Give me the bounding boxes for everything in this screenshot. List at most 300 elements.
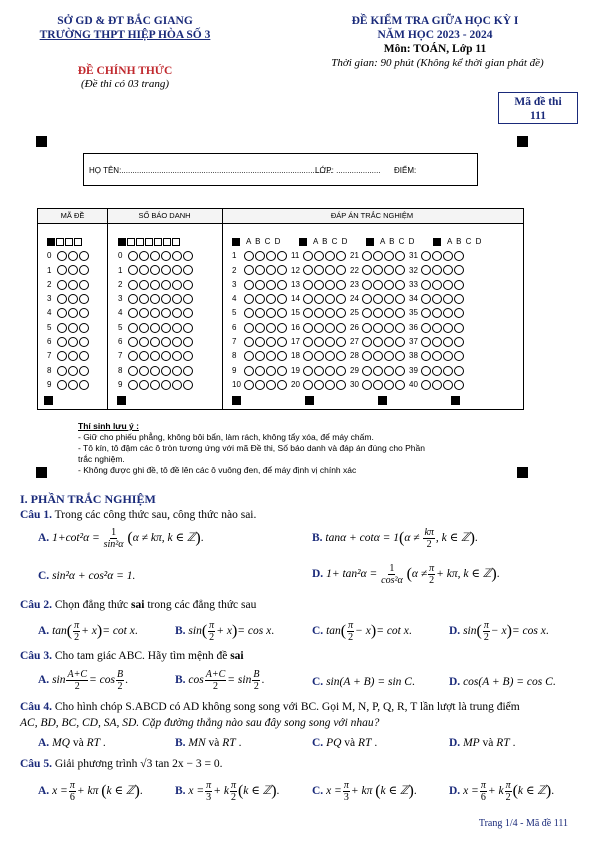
sbd-bubble[interactable] xyxy=(172,308,182,318)
answer-bubble[interactable] xyxy=(432,308,442,318)
question-number: 1 xyxy=(232,251,237,261)
sbd-bubble[interactable] xyxy=(161,280,171,290)
sbd-row: 8 xyxy=(118,364,194,378)
answer-bubble[interactable] xyxy=(362,308,372,318)
sbd-bubble[interactable] xyxy=(161,351,171,361)
ma-de-bubble[interactable] xyxy=(79,251,89,261)
answer-bubble[interactable] xyxy=(314,380,324,390)
answer-bubble[interactable] xyxy=(443,265,453,275)
answer-bubble[interactable] xyxy=(395,308,405,318)
answer-bubble[interactable] xyxy=(443,323,453,333)
answer-bubble[interactable] xyxy=(277,323,287,333)
answer-bubble[interactable] xyxy=(373,265,383,275)
answer-bubble[interactable] xyxy=(277,366,287,376)
answer-bubble[interactable] xyxy=(432,351,442,361)
sbd-bubble[interactable] xyxy=(139,337,149,347)
sbd-bubble[interactable] xyxy=(150,308,160,318)
q3-option-d[interactable]: D. cos(A + B) = cos C. xyxy=(449,676,556,688)
answer-bubble[interactable] xyxy=(454,308,464,318)
sbd-bubble[interactable] xyxy=(128,323,138,333)
sbd-bubble[interactable] xyxy=(128,294,138,304)
answer-bubble[interactable] xyxy=(373,308,383,318)
answer-bubble[interactable] xyxy=(325,294,335,304)
answer-bubble[interactable] xyxy=(443,280,453,290)
answer-bubble[interactable] xyxy=(314,265,324,275)
sbd-bubble[interactable] xyxy=(161,265,171,275)
answer-bubble[interactable] xyxy=(362,366,372,376)
answer-bubble[interactable] xyxy=(314,294,324,304)
sbd-bubble[interactable] xyxy=(161,380,171,390)
question-number: 27 xyxy=(350,337,359,347)
answer-bubble[interactable] xyxy=(266,251,276,261)
answer-bubble[interactable] xyxy=(255,251,265,261)
student-name-field[interactable]: HỌ TÊN:............................................................................................... xyxy=(89,166,333,175)
sbd-bubble[interactable] xyxy=(183,380,193,390)
answer-bubble[interactable] xyxy=(266,294,276,304)
answer-bubble[interactable] xyxy=(303,351,313,361)
answer-bubble[interactable] xyxy=(303,280,313,290)
answer-bubble[interactable] xyxy=(336,280,346,290)
answer-bubble[interactable] xyxy=(255,308,265,318)
answer-bubble[interactable] xyxy=(432,323,442,333)
question-number: 38 xyxy=(409,351,418,361)
answer-bubble[interactable] xyxy=(303,337,313,347)
answer-bubble[interactable] xyxy=(454,366,464,376)
sbd-row: 6 xyxy=(118,335,194,349)
answer-bubble[interactable] xyxy=(384,337,394,347)
answer-bubble[interactable] xyxy=(336,294,346,304)
answer-bubble[interactable] xyxy=(277,308,287,318)
answer-bubble[interactable] xyxy=(443,308,453,318)
answer-bubble[interactable] xyxy=(362,380,372,390)
answer-bubble[interactable] xyxy=(421,337,431,347)
answer-bubble[interactable] xyxy=(454,351,464,361)
answer-bubble[interactable] xyxy=(432,265,442,275)
sbd-bubble[interactable] xyxy=(128,308,138,318)
q3-option-b[interactable]: B. cos $\frac{A+C}{2}$ = sin $\frac{B}{2}$ . xyxy=(175,669,265,692)
answer-bubble[interactable] xyxy=(421,251,431,261)
sbd-bubble[interactable] xyxy=(183,308,193,318)
answer-bubble[interactable] xyxy=(325,337,335,347)
answer-bubble[interactable] xyxy=(421,380,431,390)
answer-bubble[interactable] xyxy=(395,380,405,390)
score-field[interactable]: ĐIỂM: xyxy=(394,166,417,175)
sbd-bubble[interactable] xyxy=(161,323,171,333)
answer-bubble[interactable] xyxy=(384,380,394,390)
sbd-bubble[interactable] xyxy=(183,337,193,347)
answer-bubble[interactable] xyxy=(384,280,394,290)
answer-bubble[interactable] xyxy=(384,351,394,361)
answer-bubble[interactable] xyxy=(325,308,335,318)
answer-bubble[interactable] xyxy=(421,280,431,290)
answer-bubble[interactable] xyxy=(303,323,313,333)
q4-option-b[interactable]: B. MN và RT . xyxy=(175,737,242,749)
sbd-bubble[interactable] xyxy=(150,294,160,304)
answer-bubble[interactable] xyxy=(395,366,405,376)
answer-bubble[interactable] xyxy=(373,351,383,361)
answer-bubble[interactable] xyxy=(325,323,335,333)
sbd-bubble[interactable] xyxy=(172,366,182,376)
q1-option-b[interactable]: B. tanα + cotα = 1(α ≠ $\frac{k\pi}{2}$ , k ∈ ℤ). xyxy=(312,527,478,550)
answer-bubble[interactable] xyxy=(362,265,372,275)
sbd-bubble[interactable] xyxy=(161,308,171,318)
answer-bubble[interactable] xyxy=(432,366,442,376)
answer-bubble[interactable] xyxy=(362,294,372,304)
ma-de-bubble[interactable] xyxy=(79,337,89,347)
answer-bubble[interactable] xyxy=(454,323,464,333)
sbd-bubble[interactable] xyxy=(172,280,182,290)
sbd-bubble[interactable] xyxy=(128,366,138,376)
registration-mark xyxy=(36,136,47,147)
answer-bubble[interactable] xyxy=(277,251,287,261)
ma-de-bubble[interactable] xyxy=(68,351,78,361)
answer-bubble[interactable] xyxy=(244,337,254,347)
question-number: 37 xyxy=(409,337,418,347)
answer-bubble[interactable] xyxy=(362,351,372,361)
answer-bubble[interactable] xyxy=(362,323,372,333)
answer-bubble[interactable] xyxy=(443,366,453,376)
answer-bubble[interactable] xyxy=(432,251,442,261)
ma-de-bubble[interactable] xyxy=(57,323,67,333)
sbd-bubble[interactable] xyxy=(172,251,182,261)
answer-bubble[interactable] xyxy=(421,351,431,361)
answer-bubble[interactable] xyxy=(244,265,254,275)
answer-bubble[interactable] xyxy=(395,323,405,333)
q5-option-c[interactable]: C. x = $\frac{\pi}{3}$ + kπ (k ∈ ℤ). xyxy=(312,780,417,803)
q1-option-a[interactable]: A. 1+cot²α = $\frac{1}{\text{sin²α}}$ (α ≠ kπ, k ∈ ℤ). xyxy=(38,527,204,550)
answer-bubble[interactable] xyxy=(384,323,394,333)
sbd-bubble[interactable] xyxy=(128,280,138,290)
school-name: TRƯỜNG THPT HIỆP HÒA SỐ 3 xyxy=(39,29,211,41)
answer-bubble[interactable] xyxy=(336,251,346,261)
ma-de-bubble[interactable] xyxy=(57,280,67,290)
ma-de-bubble[interactable] xyxy=(68,308,78,318)
answer-bubble[interactable] xyxy=(314,251,324,261)
answer-bubble[interactable] xyxy=(421,265,431,275)
q3-option-a[interactable]: A. sin $\frac{A+C}{2}$ = cos $\frac{B}{2}$ . xyxy=(38,669,128,692)
sbd-bubble[interactable] xyxy=(161,251,171,261)
answer-bubble[interactable] xyxy=(325,251,335,261)
ma-de-bubble[interactable] xyxy=(68,337,78,347)
exam-time: Thời gian: 90 phút (Không kể thời gian phát đề) xyxy=(331,57,544,69)
sbd-bubble[interactable] xyxy=(183,265,193,275)
sbd-bubble[interactable] xyxy=(183,351,193,361)
answer-bubble[interactable] xyxy=(395,351,405,361)
sbd-bubble[interactable] xyxy=(139,323,149,333)
question-number: 10 xyxy=(232,379,241,389)
question-number: 23 xyxy=(350,279,359,289)
sbd-bubble[interactable] xyxy=(172,337,182,347)
sbd-bubble[interactable] xyxy=(161,366,171,376)
ma-de-bubble[interactable] xyxy=(79,280,89,290)
q1-option-c[interactable]: C. sin²α + cos²α = 1. xyxy=(38,570,136,582)
answer-bubble[interactable] xyxy=(384,308,394,318)
sbd-bubble[interactable] xyxy=(150,251,160,261)
answer-bubble[interactable] xyxy=(255,294,265,304)
answer-bubble[interactable] xyxy=(277,265,287,275)
sbd-bubble[interactable] xyxy=(139,251,149,261)
sbd-bubble[interactable] xyxy=(172,294,182,304)
question-number: 12 xyxy=(291,265,300,275)
answer-bubble[interactable] xyxy=(303,308,313,318)
ma-de-bubble[interactable] xyxy=(68,323,78,333)
answer-bubble[interactable] xyxy=(443,351,453,361)
ma-de-bubble[interactable] xyxy=(79,323,89,333)
answer-bubble[interactable] xyxy=(395,294,405,304)
answer-bubble[interactable] xyxy=(314,351,324,361)
answer-bubble[interactable] xyxy=(336,265,346,275)
answer-bubble[interactable] xyxy=(432,280,442,290)
sbd-bubble[interactable] xyxy=(183,294,193,304)
answer-bubble[interactable] xyxy=(266,366,276,376)
ma-de-column xyxy=(47,235,90,392)
answer-bubble[interactable] xyxy=(314,280,324,290)
answer-bubble[interactable] xyxy=(244,280,254,290)
sbd-bubble[interactable] xyxy=(139,351,149,361)
sbd-column xyxy=(118,235,194,392)
sbd-bubble[interactable] xyxy=(139,280,149,290)
answer-bubble[interactable] xyxy=(421,366,431,376)
answer-bubble[interactable] xyxy=(373,323,383,333)
answer-bubble[interactable] xyxy=(325,280,335,290)
answer-bubble[interactable] xyxy=(362,280,372,290)
answer-bubble[interactable] xyxy=(266,351,276,361)
sbd-bubble[interactable] xyxy=(161,337,171,347)
answer-bubble[interactable] xyxy=(266,323,276,333)
answer-bubble[interactable] xyxy=(336,380,346,390)
sbd-bubble[interactable] xyxy=(172,265,182,275)
ma-de-bubble[interactable] xyxy=(68,380,78,390)
q2-option-b[interactable]: B. sin( $\frac{\pi}{2}$ + x)= cos x. xyxy=(175,620,275,643)
answer-bubble[interactable] xyxy=(454,294,464,304)
answer-bubble[interactable] xyxy=(395,337,405,347)
ma-de-bubble[interactable] xyxy=(68,366,78,376)
answer-bubble[interactable] xyxy=(336,308,346,318)
sbd-bubble[interactable] xyxy=(128,265,138,275)
q5-option-a[interactable]: A. x = $\frac{\pi}{6}$ + kπ (k ∈ ℤ). xyxy=(38,780,143,803)
answer-bubble[interactable] xyxy=(454,251,464,261)
answer-bubble[interactable] xyxy=(314,366,324,376)
answer-bubble[interactable] xyxy=(255,366,265,376)
answer-bubble[interactable] xyxy=(443,337,453,347)
student-info-box xyxy=(83,153,478,186)
answer-bubble[interactable] xyxy=(443,380,453,390)
answer-bubble[interactable] xyxy=(421,294,431,304)
question-5: Câu 5. Giải phương trình √3 tan 2x − 3 = 0. xyxy=(20,758,223,770)
sbd-bubble[interactable] xyxy=(161,294,171,304)
answer-bubble[interactable] xyxy=(244,323,254,333)
sbd-bubble[interactable] xyxy=(172,351,182,361)
ma-de-bubble[interactable] xyxy=(57,265,67,275)
answer-bubble[interactable] xyxy=(255,351,265,361)
sbd-bubble[interactable] xyxy=(172,380,182,390)
answers-row xyxy=(232,321,500,335)
answer-bubble[interactable] xyxy=(384,251,394,261)
answer-bubble[interactable] xyxy=(384,265,394,275)
answer-bubble[interactable] xyxy=(303,251,313,261)
answer-bubble[interactable] xyxy=(421,323,431,333)
answer-bubble[interactable] xyxy=(314,308,324,318)
sbd-bubble[interactable] xyxy=(150,337,160,347)
answer-bubble[interactable] xyxy=(303,294,313,304)
sbd-bubble[interactable] xyxy=(150,265,160,275)
ma-de-bubble[interactable] xyxy=(68,280,78,290)
sbd-bubble[interactable] xyxy=(183,251,193,261)
ma-de-bubble[interactable] xyxy=(57,366,67,376)
ma-de-row: 3 xyxy=(47,292,90,306)
q1-option-d[interactable]: D. 1+ tan²α = $\frac{1}{\text{cos²α}}$ (α ≠ $\frac{\pi}{2}$ + kπ, k ∈ ℤ). xyxy=(312,563,500,586)
ma-de-bubble[interactable] xyxy=(68,251,78,261)
sbd-bubble[interactable] xyxy=(183,366,193,376)
ma-de-bubble[interactable] xyxy=(57,251,67,261)
answer-bubble[interactable] xyxy=(373,251,383,261)
ma-de-bubble[interactable] xyxy=(79,351,89,361)
answer-bubble[interactable] xyxy=(266,265,276,275)
answer-bubble[interactable] xyxy=(314,323,324,333)
q4-option-d[interactable]: D. MP và RT . xyxy=(449,737,516,749)
answer-bubble[interactable] xyxy=(373,280,383,290)
answer-bubble[interactable] xyxy=(266,380,276,390)
sbd-bubble[interactable] xyxy=(139,294,149,304)
ma-de-bubble[interactable] xyxy=(68,294,78,304)
answer-bubble[interactable] xyxy=(244,294,254,304)
question-number: 32 xyxy=(409,265,418,275)
q4-option-a[interactable]: A. MQ và RT . xyxy=(38,737,106,749)
answer-bubble[interactable] xyxy=(255,337,265,347)
answer-bubble[interactable] xyxy=(454,280,464,290)
question-number: 13 xyxy=(291,279,300,289)
sbd-bubble[interactable] xyxy=(128,351,138,361)
note-line: trắc nghiệm. xyxy=(78,454,125,464)
ma-de-bubble[interactable] xyxy=(57,337,67,347)
sbd-bubble[interactable] xyxy=(128,251,138,261)
answer-bubble[interactable] xyxy=(454,380,464,390)
q2-option-c[interactable]: C. tan( $\frac{\pi}{2}$ − x)= cot x. xyxy=(312,620,412,643)
sbd-bubble[interactable] xyxy=(139,380,149,390)
answer-bubble[interactable] xyxy=(303,265,313,275)
answer-bubble[interactable] xyxy=(373,366,383,376)
q2-option-a[interactable]: A. tan( $\frac{\pi}{2}$ + x)= cot x. xyxy=(38,620,138,643)
question-number: 26 xyxy=(350,322,359,332)
answer-bubble[interactable] xyxy=(277,280,287,290)
answer-bubble[interactable] xyxy=(432,380,442,390)
answer-bubble[interactable] xyxy=(362,337,372,347)
answer-bubble[interactable] xyxy=(255,265,265,275)
answer-bubble[interactable] xyxy=(325,380,335,390)
answer-bubble[interactable] xyxy=(244,308,254,318)
q5-option-d[interactable]: D. x = $\frac{\pi}{6}$ + k $\frac{\pi}{2}$ (k ∈ ℤ). xyxy=(449,780,555,803)
answer-bubble[interactable] xyxy=(362,251,372,261)
class-field[interactable]: LỚP: .................... xyxy=(315,166,381,175)
answer-bubble[interactable] xyxy=(373,337,383,347)
answer-bubble[interactable] xyxy=(314,337,324,347)
ma-de-bubble[interactable] xyxy=(57,294,67,304)
ma-de-bubble[interactable] xyxy=(57,308,67,318)
answer-bubble[interactable] xyxy=(255,380,265,390)
answer-bubble[interactable] xyxy=(432,337,442,347)
answer-bubble[interactable] xyxy=(395,251,405,261)
answer-bubble[interactable] xyxy=(277,351,287,361)
answers-row xyxy=(232,349,500,363)
answer-bubble[interactable] xyxy=(454,337,464,347)
answer-bubble[interactable] xyxy=(266,280,276,290)
answer-bubble[interactable] xyxy=(266,337,276,347)
sbd-bubble[interactable] xyxy=(183,323,193,333)
ma-de-bubble[interactable] xyxy=(79,294,89,304)
answers-row xyxy=(232,335,500,349)
sbd-bubble[interactable] xyxy=(172,323,182,333)
answer-bubble[interactable] xyxy=(277,294,287,304)
answer-bubble[interactable] xyxy=(303,380,313,390)
answer-bubble[interactable] xyxy=(336,366,346,376)
question-number: 11 xyxy=(291,251,300,261)
ma-de-bubble[interactable] xyxy=(79,265,89,275)
sbd-bubble[interactable] xyxy=(150,351,160,361)
ma-de-bubble[interactable] xyxy=(79,308,89,318)
sbd-bubble[interactable] xyxy=(150,280,160,290)
answer-bubble[interactable] xyxy=(395,265,405,275)
question-number: 6 xyxy=(232,322,237,332)
ma-de-bubble[interactable] xyxy=(57,380,67,390)
answer-bubble[interactable] xyxy=(277,337,287,347)
sbd-bubble[interactable] xyxy=(139,366,149,376)
sbd-bubble[interactable] xyxy=(150,366,160,376)
answer-bubble[interactable] xyxy=(303,366,313,376)
answer-bubble[interactable] xyxy=(443,294,453,304)
answer-bubble[interactable] xyxy=(432,294,442,304)
answer-bubble[interactable] xyxy=(373,380,383,390)
q3-option-c[interactable]: C. sin(A + B) = sin C. xyxy=(312,676,415,688)
ma-de-bubble[interactable] xyxy=(79,366,89,376)
answer-bubble[interactable] xyxy=(244,380,254,390)
q5-option-b[interactable]: B. x = $\frac{\pi}{3}$ + k $\frac{\pi}{2}$ (k ∈ ℤ). xyxy=(175,780,280,803)
answer-bubble[interactable] xyxy=(325,351,335,361)
answer-bubble[interactable] xyxy=(244,366,254,376)
sbd-bubble[interactable] xyxy=(183,280,193,290)
sbd-bubble[interactable] xyxy=(150,380,160,390)
answer-bubble[interactable] xyxy=(255,280,265,290)
sbd-bubble[interactable] xyxy=(128,337,138,347)
answer-bubble[interactable] xyxy=(395,280,405,290)
answer-bubble[interactable] xyxy=(454,265,464,275)
answer-bubble[interactable] xyxy=(244,251,254,261)
answer-bubble[interactable] xyxy=(336,351,346,361)
answer-bubble[interactable] xyxy=(373,294,383,304)
answer-bubble[interactable] xyxy=(244,351,254,361)
ma-de-bubble[interactable] xyxy=(79,380,89,390)
q2-option-d[interactable]: D. sin( $\frac{\pi}{2}$ − x)= cos x. xyxy=(449,620,549,643)
question-number: 33 xyxy=(409,279,418,289)
answer-bubble[interactable] xyxy=(277,380,287,390)
ma-de-bubble[interactable] xyxy=(57,351,67,361)
q4-option-c[interactable]: C. PQ và RT . xyxy=(312,737,378,749)
sbd-bubble[interactable] xyxy=(139,265,149,275)
ma-de-bubble[interactable] xyxy=(68,265,78,275)
answer-bubble[interactable] xyxy=(336,323,346,333)
answer-bubble[interactable] xyxy=(325,366,335,376)
answer-bubble[interactable] xyxy=(384,366,394,376)
answer-bubble[interactable] xyxy=(336,337,346,347)
answer-bubble[interactable] xyxy=(255,323,265,333)
answer-bubble[interactable] xyxy=(384,294,394,304)
sbd-bubble[interactable] xyxy=(150,323,160,333)
answer-bubble[interactable] xyxy=(443,251,453,261)
answer-bubble[interactable] xyxy=(266,308,276,318)
sbd-bubble[interactable] xyxy=(128,380,138,390)
sbd-bubble[interactable] xyxy=(139,308,149,318)
answer-bubble[interactable] xyxy=(421,308,431,318)
answer-bubble[interactable] xyxy=(325,265,335,275)
